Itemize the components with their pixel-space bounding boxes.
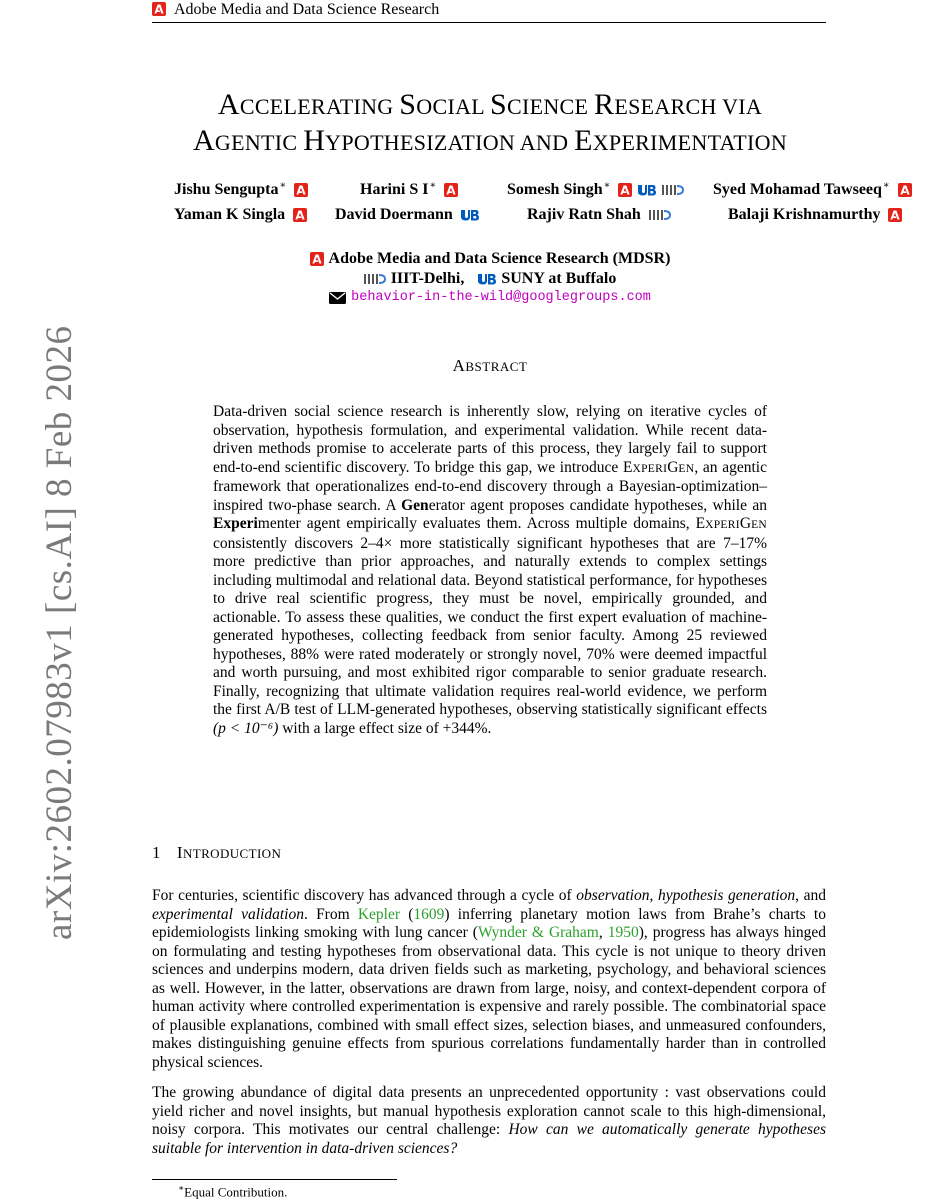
running-header <box>152 0 826 23</box>
citation-wynder-graham[interactable]: Wynder & Graham <box>477 924 599 941</box>
p-value-math: (p < 10⁻⁶) <box>213 719 279 737</box>
iiit-logo-icon <box>649 209 671 221</box>
adobe-logo-icon <box>294 183 308 197</box>
ub-logo-icon <box>461 209 479 221</box>
experigen-name: EXPERIGEN <box>623 458 695 476</box>
adobe-logo-icon <box>293 208 307 222</box>
adobe-logo-icon <box>152 2 166 16</box>
ub-logo-icon <box>478 273 496 285</box>
iiit-logo-icon <box>662 184 684 196</box>
affiliation-adobe: Adobe Media and Data Science Research (MDSR) <box>100 250 880 268</box>
contact-email-link[interactable]: behavior-in-the-wild@googlegroups.com <box>351 290 651 305</box>
author-david-doermann: David Doermann <box>335 206 479 224</box>
abstract-body: Data-driven social science research is inherently slow, relying on iterative cycles of observation, hypothesis formulation, and experimental validation. While recent data-driven methods promise to accelerate parts of this process, they largely fail to support end-to-end scientific discovery. To bridge this gap, we introduce EXPERIGEN, an agentic framework that operationalizes end-to-end discovery through a Bayesian-optimization–inspired two-phase search. A Generator agent proposes candidate hypotheses, while an Experimenter agent empirically evaluates them. Across multiple domains, EXPERIGEN consistently discovers 2–4× more statistically significant hypotheses that are 7–17% more predictive than prior approaches, and naturally extends to complex settings including multimodal and relational data. Beyond statistical performance, for hypotheses to drive real scientific progress, they must be novel, empirically grounded, and actionable. To assess these qualities, we conduct the first expert evaluation of machine-generated hypotheses, collecting feedback from senior faculty. Among 25 reviewed hypotheses, 88% were rated moderately or strongly novel, 70% were deemed impactful and worth pursuing, and most exhibited rigor comparable to senior graduate research. Finally, recognizing that ultimate validation requires real-world evidence, we perform the first A/B test of LLM-generated hypotheses, observing statistically significant effects (p < 10⁻⁶) with a large effect size of +344%. <box>213 403 767 737</box>
citation-kepler-year[interactable]: 1609 <box>413 905 445 923</box>
adobe-logo-icon <box>888 208 902 222</box>
citation-wynder-graham-year[interactable]: 1950 <box>607 924 639 941</box>
experigen-name: EXPERIGEN <box>695 515 767 532</box>
intro-paragraph-2: The growing abundance of digital data presents an unprecedented opportunity : vast observations could yield richer and novel insights, but manual hypothesis exploration cannot scale to this high-dimensional, noisy corpora. This motivates our central challenge: How can we automatically generate hypotheses suitable for intervention in data-driven sciences? <box>152 1084 826 1157</box>
section-heading-introduction: 1 INTRODUCTION <box>152 843 282 862</box>
author-somesh-singh: Somesh Singh ∗ <box>507 181 684 199</box>
paper-title-line-1: ACCELERATING SOCIAL SCIENCE RESEARCH VIA <box>217 88 763 121</box>
adobe-logo-icon <box>444 183 458 197</box>
adobe-logo-icon <box>310 252 324 266</box>
intro-paragraph-1: For centuries, scientific discovery has advanced through a cycle of observation, hypothesis generation, and experimental validation. From Kepler (1609) inferring planetary motion laws from Brahe’s charts to epidemiologists linking smoking with lung cancer (Wynder & Graham, 1950), progress has always hinged on formulating and testing hypotheses from observational data. This cycle is not unique to theory driven sciences and underpins modern, data driven fields such as marketing, psychology, and behavioral sciences as well. However, in the latter, observations are drawn from large, noisy, and context-dependent corpora of human activity where controlled experimentation is expensive and rarely possible. The combinatorial space of plausible explanations, combined with small effect sizes, selection biases, and unmeasured confounders, makes distinguishing genuine effects from spurious correlations fundamentally harder than in controlled physical sciences. <box>152 887 827 1071</box>
author-balaji-krishnamurthy: Balaji Krishnamurthy <box>728 206 902 224</box>
arxiv-stamp: arXiv:2602.07983v1 [cs.AI] 8 Feb 2026 <box>39 325 80 940</box>
adobe-logo-icon <box>898 183 912 197</box>
footnote-equal-contribution: ∗Equal Contribution. <box>178 1183 288 1200</box>
iiit-logo-icon <box>364 273 386 285</box>
author-syed-mohamad-tawseeq: Syed Mohamad Tawseeq ∗ <box>713 181 912 199</box>
abstract-heading: ABSTRACT <box>452 356 528 375</box>
affiliation-email <box>100 290 880 305</box>
footnote-rule <box>152 1179 397 1180</box>
affiliation-iiit-suny: IIIT-Delhi, SUNY at Buffalo <box>100 270 880 288</box>
author-harini-s-i: Harini S I ∗ <box>360 181 458 199</box>
adobe-logo-icon <box>618 183 632 197</box>
paper-title-line-2: AGENTIC HYPOTHESIZATION AND EXPERIMENTATION <box>192 124 788 157</box>
citation-kepler[interactable]: Kepler <box>357 905 401 923</box>
author-yaman-k-singla: Yaman K Singla <box>174 206 307 224</box>
running-title: Adobe Media and Data Science Research <box>174 1 440 18</box>
author-jishu-sengupta: Jishu Sengupta ∗ <box>174 181 308 199</box>
author-rajiv-ratn-shah: Rajiv Ratn Shah <box>527 206 671 224</box>
envelope-icon <box>329 292 346 304</box>
ub-logo-icon <box>638 184 656 196</box>
